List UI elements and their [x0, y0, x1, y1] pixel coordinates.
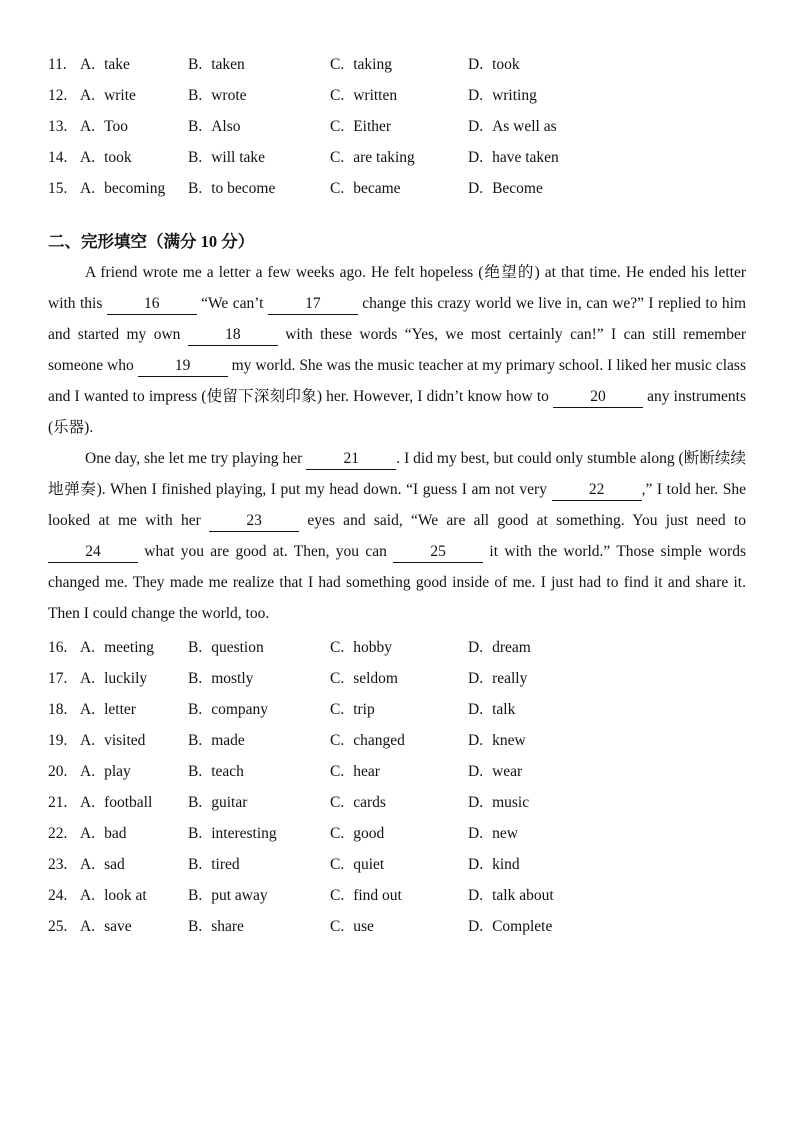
- question-row: [48, 880, 746, 911]
- option-letter-d: D.: [468, 763, 484, 780]
- option-text-d: took: [492, 56, 520, 73]
- option-letter-a: A.: [80, 701, 96, 718]
- option-d: [468, 80, 746, 111]
- option-text-b: Also: [211, 118, 241, 135]
- option-a: [80, 173, 188, 204]
- option-d: [468, 49, 746, 80]
- option-b: [188, 880, 330, 911]
- option-text-c: quiet: [353, 856, 385, 873]
- option-letter-a: A.: [80, 856, 96, 873]
- question-row: [48, 725, 746, 756]
- option-text-d: talk: [492, 701, 516, 718]
- option-letter-b: B.: [188, 794, 203, 811]
- option-text-a: becoming: [104, 180, 166, 197]
- question-row: [48, 849, 746, 880]
- option-b: [188, 49, 330, 80]
- option-letter-a: A.: [80, 56, 96, 73]
- option-letter-d: D.: [468, 670, 484, 687]
- option-letter-b: B.: [188, 149, 203, 166]
- question-number: 23.: [48, 856, 68, 873]
- option-letter-d: D.: [468, 180, 484, 197]
- option-b: [188, 173, 330, 204]
- option-letter-d: D.: [468, 87, 484, 104]
- option-text-b: put away: [211, 887, 268, 904]
- passage-paragraph-1: A friend wrote me a letter a few weeks ago. He felt hopeless (绝望的) at that time. He ended his letter with this 16 “We can’t 17 change this crazy world we live in, can we?” I replied to him and started my own 18 with these words “Yes, we most certainly can!” I can still remember someone who 19 my world. She was the music teacher at my primary school. I liked her music class and I wanted to impress (使留下深刻印象) her. However, I didn’t know how to 20 any instruments (乐器).: [48, 264, 747, 436]
- cloze-passage: [48, 257, 746, 629]
- option-c: [330, 111, 468, 142]
- question-number: 11.: [48, 56, 67, 73]
- option-a: [80, 911, 188, 942]
- question-number: 15.: [48, 180, 68, 197]
- option-d: [468, 756, 746, 787]
- option-letter-b: B.: [188, 763, 203, 780]
- option-b: [188, 632, 330, 663]
- option-letter-d: D.: [468, 701, 484, 718]
- option-letter-c: C.: [330, 56, 345, 73]
- option-letter-d: D.: [468, 856, 484, 873]
- question-number: 12.: [48, 87, 68, 104]
- option-letter-a: A.: [80, 670, 96, 687]
- option-b: [188, 756, 330, 787]
- option-letter-c: C.: [330, 825, 345, 842]
- option-letter-c: C.: [330, 639, 345, 656]
- option-letter-a: A.: [80, 794, 96, 811]
- question-number: 19.: [48, 732, 68, 749]
- option-a: [80, 49, 188, 80]
- question-row: [48, 663, 746, 694]
- option-text-d: dream: [492, 639, 531, 656]
- option-text-d: talk about: [492, 887, 554, 904]
- option-letter-b: B.: [188, 87, 203, 104]
- option-text-c: Either: [353, 118, 392, 135]
- option-text-c: cards: [353, 794, 386, 811]
- option-letter-c: C.: [330, 918, 345, 935]
- option-d: [468, 173, 746, 204]
- option-letter-a: A.: [80, 118, 96, 135]
- option-letter-c: C.: [330, 118, 345, 135]
- option-text-d: Complete: [492, 918, 553, 935]
- option-text-d: music: [492, 794, 530, 811]
- option-b: [188, 80, 330, 111]
- option-letter-b: B.: [188, 670, 203, 687]
- option-text-a: football: [104, 794, 153, 811]
- option-letter-d: D.: [468, 118, 484, 135]
- question-row: [48, 111, 746, 142]
- questions-16-25: [48, 632, 746, 942]
- option-text-b: taken: [211, 56, 245, 73]
- option-c: [330, 849, 468, 880]
- option-text-c: changed: [353, 732, 405, 749]
- option-text-a: luckily: [104, 670, 148, 687]
- question-row: [48, 80, 746, 111]
- option-letter-c: C.: [330, 701, 345, 718]
- option-text-b: share: [211, 918, 244, 935]
- option-b: [188, 818, 330, 849]
- option-text-c: taking: [353, 56, 392, 73]
- option-letter-b: B.: [188, 56, 203, 73]
- question-number: 20.: [48, 763, 68, 780]
- option-text-a: Too: [104, 118, 128, 135]
- question-number: 21.: [48, 794, 68, 811]
- option-c: [330, 911, 468, 942]
- question-row: [48, 49, 746, 80]
- option-letter-c: C.: [330, 180, 345, 197]
- question-row: [48, 787, 746, 818]
- question-number: 16.: [48, 639, 68, 656]
- option-c: [330, 787, 468, 818]
- option-text-a: meeting: [104, 639, 155, 656]
- option-c: [330, 80, 468, 111]
- option-b: [188, 787, 330, 818]
- option-text-b: teach: [211, 763, 244, 780]
- option-text-c: became: [353, 180, 401, 197]
- question-row: [48, 142, 746, 173]
- question-row: [48, 694, 746, 725]
- option-a: [80, 663, 188, 694]
- cloze-blank-19: 19: [138, 356, 228, 377]
- cloze-blank-25: 25: [393, 542, 483, 563]
- question-row: [48, 173, 746, 204]
- option-text-b: mostly: [211, 670, 254, 687]
- option-d: [468, 818, 746, 849]
- option-text-a: took: [104, 149, 132, 166]
- option-c: [330, 756, 468, 787]
- option-d: [468, 111, 746, 142]
- cloze-blank-23: 23: [209, 511, 299, 532]
- option-a: [80, 725, 188, 756]
- option-b: [188, 849, 330, 880]
- option-text-b: tired: [211, 856, 240, 873]
- option-text-d: have taken: [492, 149, 559, 166]
- option-text-d: knew: [492, 732, 526, 749]
- option-letter-a: A.: [80, 732, 96, 749]
- option-b: [188, 663, 330, 694]
- option-text-b: question: [211, 639, 264, 656]
- option-d: [468, 663, 746, 694]
- option-d: [468, 911, 746, 942]
- option-text-a: save: [104, 918, 132, 935]
- option-c: [330, 880, 468, 911]
- question-number: 25.: [48, 918, 68, 935]
- option-c: [330, 663, 468, 694]
- option-text-d: kind: [492, 856, 520, 873]
- cloze-blank-16: 16: [107, 294, 197, 315]
- option-text-d: As well as: [492, 118, 557, 135]
- option-letter-a: A.: [80, 825, 96, 842]
- option-text-c: hobby: [353, 639, 392, 656]
- cloze-blank-21: 21: [306, 449, 396, 470]
- option-text-c: are taking: [353, 149, 415, 166]
- option-a: [80, 818, 188, 849]
- option-letter-a: A.: [80, 149, 96, 166]
- option-text-b: will take: [211, 149, 266, 166]
- option-text-a: play: [104, 763, 131, 780]
- option-text-c: find out: [353, 887, 402, 904]
- question-number: 14.: [48, 149, 68, 166]
- option-text-c: use: [353, 918, 374, 935]
- option-text-b: made: [211, 732, 245, 749]
- option-text-d: really: [492, 670, 528, 687]
- option-c: [330, 49, 468, 80]
- option-letter-c: C.: [330, 670, 345, 687]
- question-number: 24.: [48, 887, 68, 904]
- option-letter-b: B.: [188, 732, 203, 749]
- question-number: 18.: [48, 701, 68, 718]
- option-letter-b: B.: [188, 887, 203, 904]
- question-number: 13.: [48, 118, 68, 135]
- option-text-a: look at: [104, 887, 147, 904]
- option-letter-d: D.: [468, 639, 484, 656]
- option-c: [330, 725, 468, 756]
- option-letter-d: D.: [468, 732, 484, 749]
- option-letter-b: B.: [188, 180, 203, 197]
- option-a: [80, 849, 188, 880]
- option-a: [80, 880, 188, 911]
- option-letter-a: A.: [80, 887, 96, 904]
- option-c: [330, 632, 468, 663]
- option-letter-b: B.: [188, 639, 203, 656]
- question-number: 22.: [48, 825, 68, 842]
- option-b: [188, 142, 330, 173]
- option-b: [188, 725, 330, 756]
- option-text-c: written: [353, 87, 398, 104]
- option-letter-c: C.: [330, 887, 345, 904]
- question-row: [48, 756, 746, 787]
- option-letter-d: D.: [468, 149, 484, 166]
- option-letter-b: B.: [188, 701, 203, 718]
- option-letter-a: A.: [80, 763, 96, 780]
- option-text-a: letter: [104, 701, 136, 718]
- option-letter-d: D.: [468, 887, 484, 904]
- option-a: [80, 632, 188, 663]
- option-letter-d: D.: [468, 56, 484, 73]
- option-d: [468, 787, 746, 818]
- option-text-a: bad: [104, 825, 127, 842]
- option-letter-b: B.: [188, 856, 203, 873]
- option-text-b: to become: [211, 180, 276, 197]
- option-text-a: take: [104, 56, 130, 73]
- option-d: [468, 694, 746, 725]
- option-text-d: Become: [492, 180, 543, 197]
- option-letter-d: D.: [468, 794, 484, 811]
- question-row: [48, 632, 746, 663]
- option-letter-c: C.: [330, 856, 345, 873]
- cloze-blank-18: 18: [188, 325, 278, 346]
- option-c: [330, 173, 468, 204]
- option-letter-c: C.: [330, 732, 345, 749]
- option-letter-c: C.: [330, 87, 345, 104]
- option-d: [468, 880, 746, 911]
- option-text-c: good: [353, 825, 385, 842]
- option-a: [80, 142, 188, 173]
- option-a: [80, 694, 188, 725]
- option-c: [330, 818, 468, 849]
- option-text-c: hear: [353, 763, 380, 780]
- option-letter-b: B.: [188, 918, 203, 935]
- option-a: [80, 80, 188, 111]
- option-d: [468, 632, 746, 663]
- option-text-a: visited: [104, 732, 146, 749]
- option-letter-a: A.: [80, 87, 96, 104]
- section-heading-cloze: 二、完形填空（满分 10 分）: [48, 232, 255, 251]
- option-letter-d: D.: [468, 825, 484, 842]
- option-text-b: wrote: [211, 87, 247, 104]
- option-text-a: sad: [104, 856, 125, 873]
- question-number: 17.: [48, 670, 68, 687]
- question-row: [48, 818, 746, 849]
- question-row: [48, 911, 746, 942]
- option-text-d: wear: [492, 763, 523, 780]
- option-a: [80, 787, 188, 818]
- option-text-c: trip: [353, 701, 375, 718]
- option-letter-a: A.: [80, 918, 96, 935]
- option-letter-b: B.: [188, 118, 203, 135]
- cloze-blank-22: 22: [552, 480, 642, 501]
- option-letter-b: B.: [188, 825, 203, 842]
- option-text-b: guitar: [211, 794, 248, 811]
- questions-11-15: [48, 49, 746, 204]
- option-letter-c: C.: [330, 763, 345, 780]
- option-letter-a: A.: [80, 639, 96, 656]
- option-text-b: company: [211, 701, 269, 718]
- option-letter-c: C.: [330, 794, 345, 811]
- option-text-b: interesting: [211, 825, 277, 842]
- cloze-blank-17: 17: [268, 294, 358, 315]
- passage-paragraph-2: One day, she let me try playing her 21 . I did my best, but could only stumble along (断断续续地弹奏). When I finished playing, I put my head down. “I guess I am not very 22 ,” I told her. She looked at me with her 23 eyes and said, “We are all good at something. You just need to 24 what you are good at. Then, you can 25 it with the world.” Those simple words changed me. They made me realize that I had something good inside of me. I just had to find it and share it. Then I could change the world, too.: [48, 450, 747, 622]
- option-letter-c: C.: [330, 149, 345, 166]
- option-text-c: seldom: [353, 670, 398, 687]
- cloze-blank-20: 20: [553, 387, 643, 408]
- option-b: [188, 911, 330, 942]
- option-b: [188, 111, 330, 142]
- option-c: [330, 694, 468, 725]
- option-letter-a: A.: [80, 180, 96, 197]
- option-b: [188, 694, 330, 725]
- option-d: [468, 725, 746, 756]
- cloze-blank-24: 24: [48, 542, 138, 563]
- option-c: [330, 142, 468, 173]
- option-d: [468, 142, 746, 173]
- option-a: [80, 756, 188, 787]
- option-a: [80, 111, 188, 142]
- option-text-d: new: [492, 825, 518, 842]
- option-d: [468, 849, 746, 880]
- option-text-d: writing: [492, 87, 537, 104]
- option-letter-d: D.: [468, 918, 484, 935]
- option-text-a: write: [104, 87, 136, 104]
